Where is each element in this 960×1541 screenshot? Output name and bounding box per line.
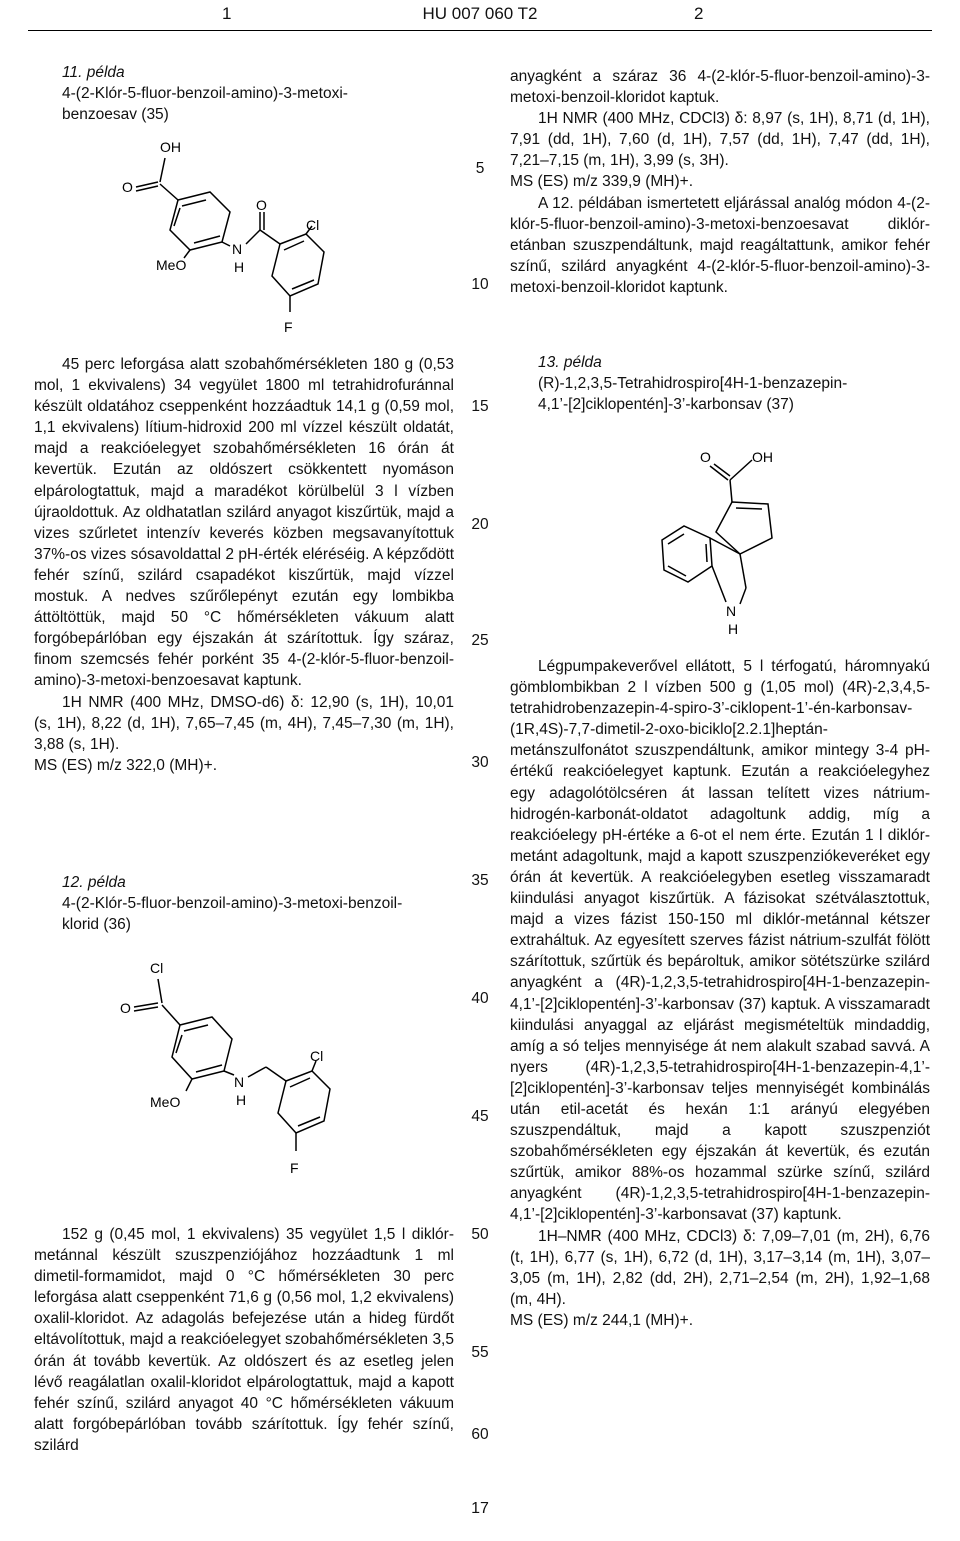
example-13-title: 13. példa: [538, 354, 602, 371]
line-number: 40: [471, 990, 489, 1007]
line-number: 60: [471, 1426, 489, 1443]
example-12-procedure: 152 g (0,45 mol, 1 ekvivalens) 35 vegyület 1,5 l diklór-metánnal készült szuszpenziójához hozzáadtunk 1 ml dimetil-formamidot, majd 0 °C hőmérsékleten 30 perc leforgása alatt cseppenként 71,6 g (0,56 mol, 1,2 ekvivalens) oxalil-kloridot. Az adagolás befejezése után a hideg fürdőt eltávolítottuk, majd a reakcióelegyet szobahőmérsékleten 3,5 órán át tovább kevertük. Az oldószert és az esetleg jelen lévő reagálatlan oxalil-kloridot elpárologtattuk, majd a kapott fehér színű, szilárd anyagot 40 °C hőmérsékleten vákuum alatt forgóbepárlóban tovább szárítottuk. Így fehér színű, szilárd: [34, 1226, 454, 1454]
structure-36-label-n: N: [234, 1074, 245, 1090]
example-11-ms: MS (ES) m/z 322,0 (MH)+.: [34, 756, 218, 774]
example-11-nmr: 1H NMR (400 MHz, DMSO-d6) δ: 12,90 (s, 1H), 10,01 (s, 1H), 8,22 (d, 1H), 7,65–7,45 (m, 4H), 7,45–7,30 (m, 1H), 3,88 (s, 1H).: [34, 693, 454, 753]
structure-37-diagram: [640, 440, 840, 640]
structure-35-label-cl: Cl: [306, 217, 320, 233]
example-12-nmr: 1H NMR (400 MHz, CDCl3) δ: 8,97 (s, 1H), 8,71 (d, 1H), 7,91 (dd, 1H), 7,60 (d, 1H), 7,57 (dd, 1H), 7,47 (dd, 1H), 7,21–7,15 (m, 1H), 3,99 (s, 3H).: [510, 110, 930, 170]
example-13-procedure: Légpumpakeverővel ellátott, 5 l térfogatú, háromnyakú gömblombikban 2 l vízben 500 g (1,05 mol) (4R)-2,3,4,5-tetrahidrobenzazepin-4-spiro-3’-ciklopent-1’-én-karbonsav-(1R,4S)-7,7-dimetil-2-oxo-biciklo[2.2.1]heptán-metánszulfonátot szuszpendáltunk, amikor mintegy 3-4 pH-értékű reakcióelegyet kaptunk. Ezután a reakcióelegyhez egy adagolótölcséren át lassan telített vizes nátrium-hidrogén-karbonát-oldatot adagoltunk addig, míg a reakcióelegy pH-értéke a 6-ot el nem érte. Ezután 1 l diklór-metánt adagoltunk, majd a kapott szuszpenziókeveréket egy órán át kevertük. A reakcióelegyben esetleg visszamaradt kiindulási anyagot kiszűrtük. A fázisokat szétválasztottuk, majd a vizes fázist 150-150 ml diklór-metánnal kétszer extraháltuk. Az egyesített szerves fázist nátrium-szulfát fölött szárítottuk, szűrtük és bepároltuk, amikor sötétszürke szilárd anyagként a (4R)-1,2,3,5-tetrahidrospiro[4H-1-benzazepin-4,1’-[2]ciklopentén]-3’-karbonsav (37) kaptuk. A visszamaradt kiindulási anyaggal az eljárást megismételtük mindaddig, amíg a só teljes mennyisége át nem alakult szabad savvá. A nyers (4R)-1,2,3,5-tetrahidrospiro[4H-1-benzazepin-4,1’-[2]ciklopentén]-3’-karbonsav teljes mennyiségét kombinálás után etil-acetát és hexán 1:1 arányú elegyében szuszpendáltuk, majd a kapott szuszpenziót szobahőmérsékleten egy éjszakán át kevertük, és ezután szűrtük, amikor 88%-os hozammal szürke színű, szilárd anyagként (4R)-1,2,3,5-tetrahidrospiro[4H-1-benzazepin-4,1’-[2]ciklopentén]-3’-karbonsavat (37) kaptunk.: [510, 658, 930, 1224]
line-number: 55: [471, 1344, 489, 1361]
example-12-analog-procedure: A 12. példában ismertetett eljárással analóg módon 4-(2-klór-5-fluor-benzoil-amino)-3-metoxi-benzoesavat diklór-etánban szuszpendáltunk, majd reagáltattunk, amikor fehér színű, szilárd anyagként 4-(2-klór-5-fluor-benzoil-amino)-3-metoxi-benzoil-kloridot kaptunk.: [510, 194, 930, 296]
line-number: 30: [471, 754, 489, 771]
structure-35-label-meo: MeO: [156, 257, 187, 273]
footer-page-number: 17: [471, 1500, 489, 1517]
example-12-ms: MS (ES) m/z 339,9 (MH)+.: [510, 173, 694, 191]
line-number: 45: [471, 1108, 489, 1125]
line-number: 35: [471, 872, 489, 889]
example-12-title: 12. példa: [62, 874, 126, 891]
example-11-title: 11. példa: [62, 64, 125, 81]
header-right-page-number: 2: [694, 4, 704, 23]
example-11-compound-name-line2: benzoesav (35): [62, 106, 169, 124]
structure-35-diagram: [100, 130, 360, 345]
line-number: 10: [471, 276, 489, 293]
structure-37-label-o: O: [700, 449, 711, 465]
example-12-result: anyagként a száraz 36 4-(2-klór-5-fluor-benzoil-amino)-3-metoxi-benzoil-kloridot kaptuk.: [510, 68, 930, 107]
example-11-procedure: 45 perc leforgása alatt szobahőmérsékleten 180 g (0,53 mol, 1 ekvivalens) 34 vegyület 1800 ml tetrahidrofuránnal készült oldatához cseppenként hozzáadtuk 14,1 g (0,59 mol, 1,1 ekvivalens) lítium-hidroxid 200 ml vízzel készült oldatát, majd a reakcióelegyet szobahőmérsékleten 16 órán át kevertük. Ezután az oldószert csökkentett nyomáson elpárologtattuk, majd a maradékot körülbelül 3 l vízben újraoldottuk. Az oldhatatlan szilárd anyagot kiszűrtük, majd a vizes szűrletet intenzív keverés közben megsavanyítottuk 37%-os vizes sósavoldattal 2 pH-érték eléréséig. A képződött fehér színű, szilárd csapadékot kiszűrtük, majd vízzel mostuk. A nedves szűrőlepényt ezután egy lombikba áttöltöttük, majd 50 °C hőmérsékleten vákuum alatt forgóbepárlóban egy éjszakán át szárítottuk. Így száraz, finom szemcsés fehér porként 35 4-(2-klór-5-fluor-benzoil-amino)-3-metoxi-benzoesavat kaptunk.: [34, 356, 454, 690]
example-12-compound-name-line2: klorid (36): [62, 916, 131, 934]
line-number: 5: [475, 160, 485, 177]
example-13-heading: [510, 352, 930, 415]
example-13-ms: MS (ES) m/z 244,1 (MH)+.: [510, 1311, 694, 1329]
structure-36-label-meo: MeO: [150, 1094, 181, 1110]
header-rule: [28, 30, 932, 31]
structure-35-label-o-acid: O: [122, 179, 133, 195]
line-number: 50: [471, 1226, 489, 1243]
structure-37-benzene: [662, 526, 712, 582]
example-13-compound-name-line2: 4,1’-[2]ciklopentén]-3’-karbonsav (37): [538, 396, 794, 414]
structure-35-label-f: F: [284, 319, 293, 335]
example-13-compound-name-line1: (R)-1,2,3,5-Tetrahidrospiro[4H-1-benzazepin-: [538, 375, 848, 393]
right-column-top: [510, 66, 930, 298]
structure-36-label-cl-acyl: Cl: [150, 960, 164, 976]
header-left-page-number: 1: [222, 4, 232, 23]
line-number: 20: [471, 516, 489, 533]
example-12-compound-name-line1: 4-(2-Klór-5-fluor-benzoil-amino)-3-metoxi-benzoil-: [62, 895, 403, 913]
line-number: 15: [471, 398, 489, 415]
example-13-nmr: 1H–NMR (400 MHz, CDCl3) δ: 7,09–7,01 (m, 2H), 6,76 (t, 1H), 6,77 (s, 1H), 6,72 (d, 1H), 3,17–3,14 (m, 1H), 3,07–3,05 (m, 1H), 2,82 (dd, 2H), 2,71–2,54 (m, 2H), 1,92–1,68 (m, 4H).: [510, 1227, 930, 1308]
structure-35-label-n: N: [232, 241, 243, 257]
structure-37-label-h: H: [728, 621, 739, 637]
structure-36-label-h: H: [236, 1092, 247, 1108]
structure-35-label-o-amide: O: [256, 197, 267, 213]
structure-35-label-oh: OH: [160, 139, 181, 155]
structure-37-label-oh: OH: [752, 449, 773, 465]
example-12-heading: [34, 872, 454, 935]
structure-35-bond: [160, 158, 165, 182]
header-document-id: HU 007 060 T2: [422, 4, 538, 23]
structure-36-label-cl-ring: Cl: [310, 1048, 324, 1064]
structure-37-label-n: N: [726, 603, 737, 619]
example-12-body: [34, 1224, 454, 1456]
example-13-body: [510, 656, 930, 1331]
line-number: 25: [471, 632, 489, 649]
example-11-body: [34, 354, 454, 776]
structure-35-label-h: H: [234, 259, 245, 275]
structure-36-label-f: F: [290, 1160, 299, 1176]
structure-36-label-o: O: [120, 1000, 131, 1016]
example-11-compound-name-line1: 4-(2-Klór-5-fluor-benzoil-amino)-3-metoxi-: [62, 85, 348, 103]
structure-36-diagram: [100, 955, 360, 1190]
example-11-heading: [34, 62, 454, 125]
